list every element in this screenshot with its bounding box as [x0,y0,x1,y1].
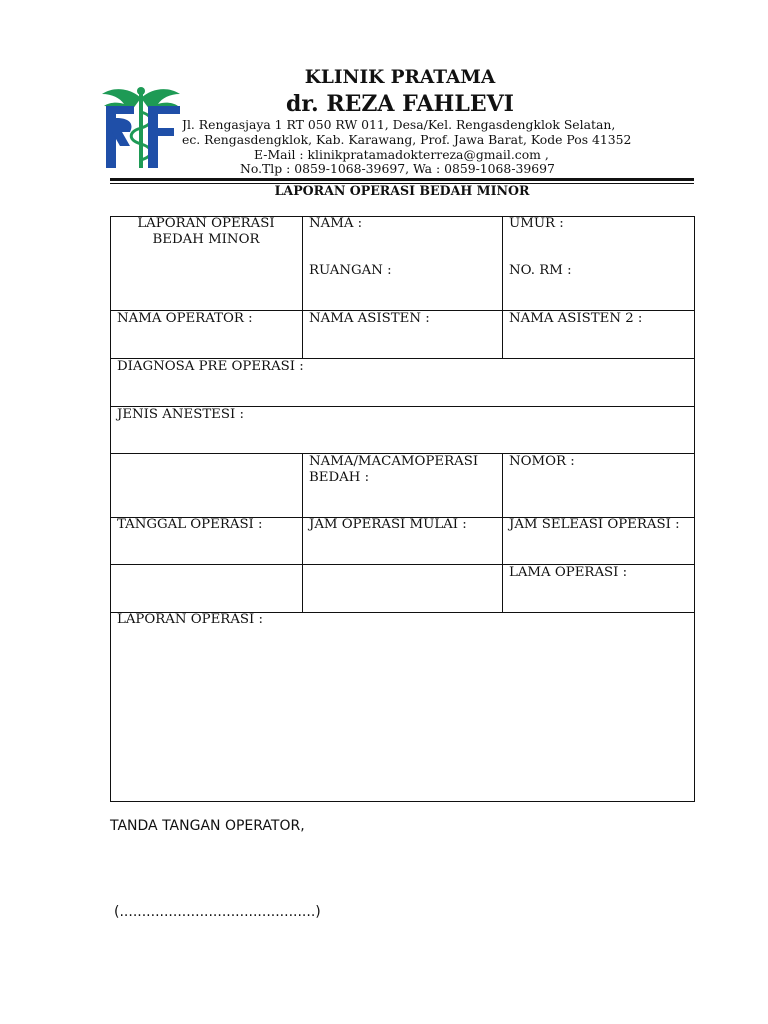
caduceus-logo-icon [100,84,182,174]
nama-field[interactable]: NAMA : [309,216,363,231]
nama-asisten-2-field[interactable]: NAMA ASISTEN 2 : [509,311,643,326]
email-line: E-Mail : klinikpratamadokterreza@gmail.com , [254,147,549,162]
umur-field[interactable]: UMUR : [509,216,564,231]
no-rm-field[interactable]: NO. RM : [509,263,572,278]
form-header-cell: LAPORAN OPERASI BEDAH MINOR [137,216,275,247]
letterhead-rule-thick [110,178,694,181]
clinic-name: KLINIK PRATAMA [304,67,496,88]
jam-selesai-field[interactable]: JAM SELEASI OPERASI : [509,517,680,532]
diagnosa-field[interactable]: DIAGNOSA PRE OPERASI : [117,359,304,374]
ruangan-field[interactable]: RUANGAN : [309,263,392,278]
laporan-operasi-field[interactable]: LAPORAN OPERASI : [117,612,263,627]
grid-line [302,453,303,612]
report-title: LAPORAN OPERASI BEDAH MINOR [274,183,530,198]
clinic-address-block [182,116,662,178]
grid-line [110,801,695,802]
address-line-1: Jl. Rengasjaya 1 RT 050 RW 011, Desa/Kel. Rengasdengklok Selatan, [182,117,616,132]
address-line-2: ec. Rengasdengklok, Kab. Karawang, Prof. Jawa Barat, Kode Pos 41352 [182,132,632,147]
grid-line [502,216,503,358]
surgery-report-form [110,216,695,802]
grid-line [502,453,503,612]
signature-label: TANDA TANGAN OPERATOR, [110,818,305,834]
jam-mulai-field[interactable]: JAM OPERASI MULAI : [309,517,467,532]
signature-line[interactable]: (............................................) [114,904,321,920]
clinic-logo [100,84,182,174]
jenis-anestesi-field[interactable]: JENIS ANESTESI : [117,407,244,422]
phone-line: No.Tlp : 0859-1068-39697, Wa : 0859-1068-39697 [240,161,555,176]
nama-operator-field[interactable]: NAMA OPERATOR : [117,311,253,326]
grid-line [110,216,111,802]
lama-operasi-field[interactable]: LAMA OPERASI : [509,565,628,580]
nomor-field[interactable]: NOMOR : [509,454,575,469]
nama-macam-operasi-field[interactable]: NAMA/MACAMOPERASI BEDAH : [309,454,479,485]
tanggal-operasi-field[interactable]: TANGGAL OPERASI : [117,517,263,532]
grid-line [694,216,695,802]
grid-line [302,216,303,358]
nama-asisten-field[interactable]: NAMA ASISTEN : [309,311,430,326]
doctor-name: dr. REZA FAHLEVI [286,91,514,117]
